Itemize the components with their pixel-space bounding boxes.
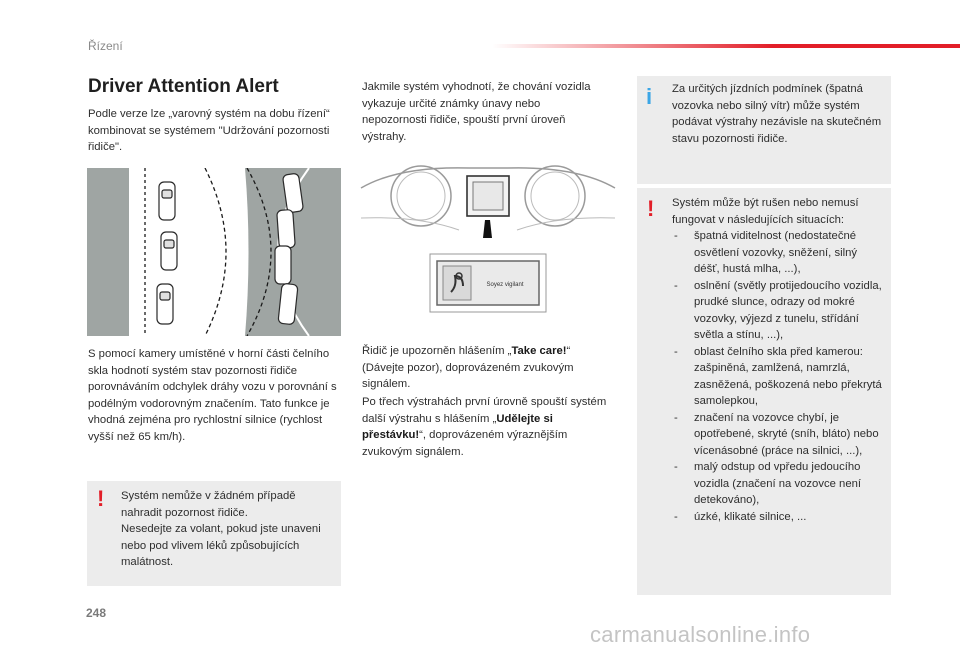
- warning-icon: !: [647, 196, 655, 221]
- warning-intro: Systém může být rušen nebo nemusí fungovat v následujících situacích:: [672, 197, 859, 226]
- list-item: - oblast čelního skla před kamerou: zašpiněná, zamlžená, namrzlá, zasněžená, poškozená nebo překrytá samolepkou,: [674, 345, 882, 407]
- page-title: Driver Attention Alert: [88, 76, 279, 97]
- warning-line-1: Systém nemůže v žádném případě nahradit pozornost řidiče.: [121, 490, 296, 519]
- instrument-cluster-illustration: [359, 158, 617, 333]
- cluster-svg: [359, 158, 617, 333]
- cluster-message: Soyez vigilant: [486, 282, 524, 288]
- list-item: - značení na vozovce chybí, je opotřebené, skryté (sníh, bláto) nebo vícenásobné (práce na silnici, ...),: [674, 411, 879, 457]
- alert-paragraph-3: Po třech výstrahách první úrovně spouští systém další výstrahu s hlášením „Udělejte si přestávku!“, doprovázeném výraznějším zvukovým signálem.: [362, 396, 607, 458]
- list-item: - oslnění (světly protijedoucího vozidla, prudké slunce, odrazy od mokré vozovky, výjezd z tunelu, střídání světla a stínu, ...),: [674, 279, 882, 341]
- alert-paragraph-1: Jakmile systém vyhodnotí, že chování vozidla vykazuje určité známky únavy nebo nepozornosti řidiče, spouští první úroveň výstrahy.: [362, 81, 591, 143]
- warning-text-right: [672, 195, 884, 525]
- info-text: Za určitých jízdních podmínek (špatná vozovka nebo silný vítr) může systém podávat výstrahy nezávisle na skutečném stavu pozornosti řidiče.: [672, 83, 882, 145]
- info-icon: i: [646, 84, 653, 109]
- lane-drift-svg: [87, 168, 341, 336]
- page-number: 248: [86, 606, 107, 620]
- warning-line-2: Nesedejte za volant, pokud jste unaveni nebo pod vlivem léků způsobujících malátnost.: [121, 523, 321, 568]
- watermark: carmanualsonline.info: [590, 622, 811, 647]
- take-care-message: Take care!: [511, 345, 567, 357]
- lane-drift-illustration: [87, 168, 341, 336]
- warning-text-left: [121, 488, 335, 571]
- car-left-top: [159, 182, 175, 220]
- header-accent-line: [492, 44, 960, 48]
- list-item: - úzké, klikaté silnice, ...: [674, 510, 807, 523]
- alert-paragraph-2: Řidič je upozorněn hlášením „Take care!“ (Dávejte pozor), doprovázeném zvukovým signálem.: [362, 345, 574, 390]
- take-break-message: Udělejte si přestávku!: [362, 412, 553, 441]
- list-item: - malý odstup od vpředu jedoucího vozidla (značení na vozovce není detekováno),: [674, 461, 862, 506]
- description-paragraph: S pomocí kamery umístěné v horní části čelního skla hodnotí systém stav pozornosti řidiče porovnáváním odchylek dráhy vozu v porovnání s podélným vodorovným značením. Tato funkce je vhodná zejména pro rychlostní silnice (rychlost vyšší než 65 km/h).: [88, 348, 337, 443]
- intro-paragraph: Podle verze lze „varovný systém na dobu řízení“ kombinovat se systémem "Udržování pozornosti řidiče".: [88, 108, 330, 153]
- section-title: Řízení: [88, 39, 123, 53]
- list-item: - špatná viditelnost (nedostatečné osvětlení vozovky, sněžení, silný déšť, hustá mlha, ...),: [674, 230, 858, 275]
- warning-icon: !: [97, 486, 105, 511]
